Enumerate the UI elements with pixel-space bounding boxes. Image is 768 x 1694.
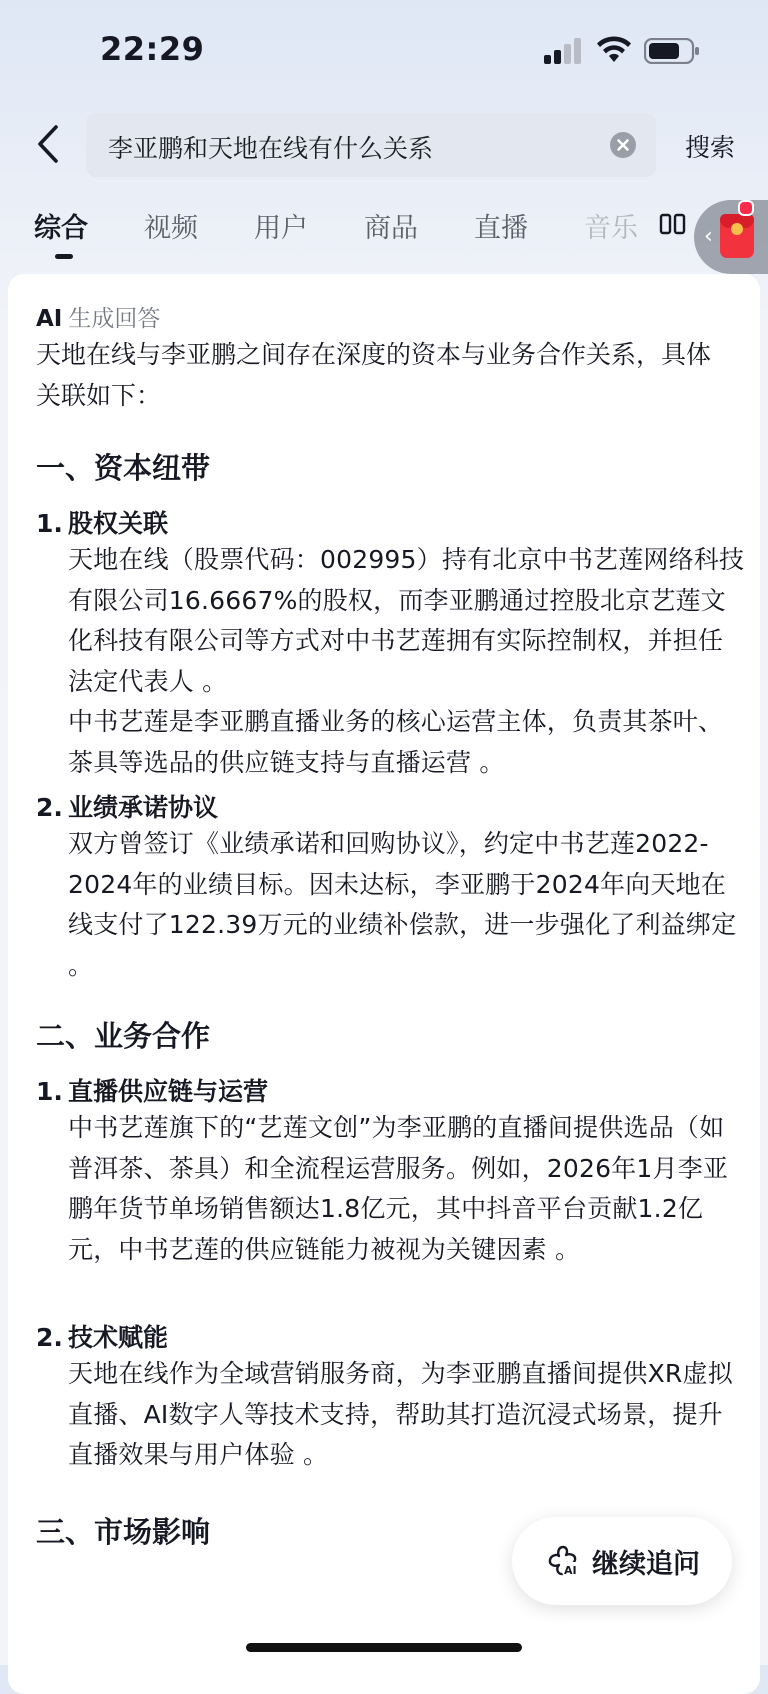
ai-generated-label xyxy=(36,300,160,333)
follow-up-button[interactable] xyxy=(512,1517,732,1605)
ai-label-text: 生成回答 xyxy=(68,306,161,332)
tab-comprehensive[interactable]: 综合 xyxy=(34,213,88,244)
clear-icon[interactable] xyxy=(610,132,636,158)
paragraph: 天地在线作为全域营销服务商，为李亚鹏直播间提供XR虚拟直播、AI数字人等技术支持，帮助其打造沉浸式场景，提升直播效果与用户体验 。 xyxy=(68,1359,733,1469)
tab-video[interactable]: 视频 xyxy=(144,213,198,244)
envelope-icon xyxy=(720,214,754,258)
tab-music[interactable]: 音乐 xyxy=(584,213,638,244)
paragraph: 天地在线（股票代码：002995）持有北京中书艺莲网络科技有限公司16.6667%的股权，而李亚鹏通过控股北京艺莲文化科技有限公司等方式对中书艺莲拥有实际控制权，并担任法定代表人 。 xyxy=(68,545,745,696)
notification-dot xyxy=(738,200,754,216)
paragraph: 双方曾签订《业绩承诺和回购协议》，约定中书艺莲2022-2024年的业绩目标。因未达标，李亚鹏于2024年向天地在线支付了122.39万元的业绩补偿款，进一步强化了利益绑定 。 xyxy=(68,829,737,980)
tab-products[interactable]: 商品 xyxy=(364,213,418,244)
tab-users[interactable]: 用户 xyxy=(254,213,308,244)
cellular-signal-icon xyxy=(544,38,584,64)
tab-live[interactable]: 直播 xyxy=(474,213,528,244)
active-tab-indicator xyxy=(55,254,73,259)
paragraph: 中书艺莲是李亚鹏直播业务的核心运营主体，负责其茶叶、茶具等选品的供应链支持与直播运营 。 xyxy=(68,707,724,777)
chevron-left-icon: ‹ xyxy=(704,224,713,249)
filter-grid-icon[interactable] xyxy=(658,210,688,240)
item-title: 技术赋能 xyxy=(68,1323,169,1352)
svg-text:AI: AI xyxy=(564,1564,577,1577)
wifi-icon xyxy=(596,36,632,64)
ai-followup-icon xyxy=(546,1544,580,1578)
ai-answer-card xyxy=(8,274,760,1694)
back-arrow-icon[interactable] xyxy=(34,124,64,164)
search-button[interactable]: 搜索 xyxy=(685,133,736,162)
subsection-heading xyxy=(36,1318,168,1354)
battery-icon xyxy=(644,38,700,64)
home-indicator[interactable] xyxy=(246,1643,522,1652)
red-packet-icon[interactable] xyxy=(694,200,768,274)
subsection-heading xyxy=(36,1072,268,1108)
section-heading: 三、市场影响 xyxy=(36,1515,211,1549)
answer-intro: 天地在线与李亚鹏之间存在深度的资本与业务合作关系，具体关联如下： xyxy=(36,340,712,410)
item-title: 股权关联 xyxy=(68,509,169,538)
status-time: 22:29 xyxy=(100,30,205,68)
section-heading: 二、业务合作 xyxy=(36,1019,211,1053)
status-bar xyxy=(0,0,768,100)
subsection-heading xyxy=(36,788,218,824)
paragraph: 中书艺莲旗下的“艺莲文创”为李亚鹏的直播间提供选品（如普洱茶、茶具）和全流程运营服务。例如，2026年1月李亚鹏年货节单场销售额达1.8亿元，其中抖音平台贡献1.2亿元，中书艺莲的供应链能力被视为关键因素 。 xyxy=(68,1113,729,1264)
follow-up-label: 继续追问 xyxy=(592,1549,700,1580)
item-title: 业绩承诺协议 xyxy=(68,793,219,822)
search-input[interactable] xyxy=(86,113,656,177)
item-title: 直播供应链与运营 xyxy=(68,1077,269,1106)
subsection-heading xyxy=(36,504,168,540)
item-number: 1. xyxy=(36,509,63,538)
item-number: 1. xyxy=(36,1077,63,1106)
tab-bar xyxy=(0,200,768,270)
ai-logo: AI xyxy=(36,306,63,332)
item-number: 2. xyxy=(36,793,63,822)
search-query-text[interactable]: 李亚鹏和天地在线有什么关系 xyxy=(108,134,434,163)
item-number: 2. xyxy=(36,1323,63,1352)
section-heading: 一、资本纽带 xyxy=(36,451,211,485)
